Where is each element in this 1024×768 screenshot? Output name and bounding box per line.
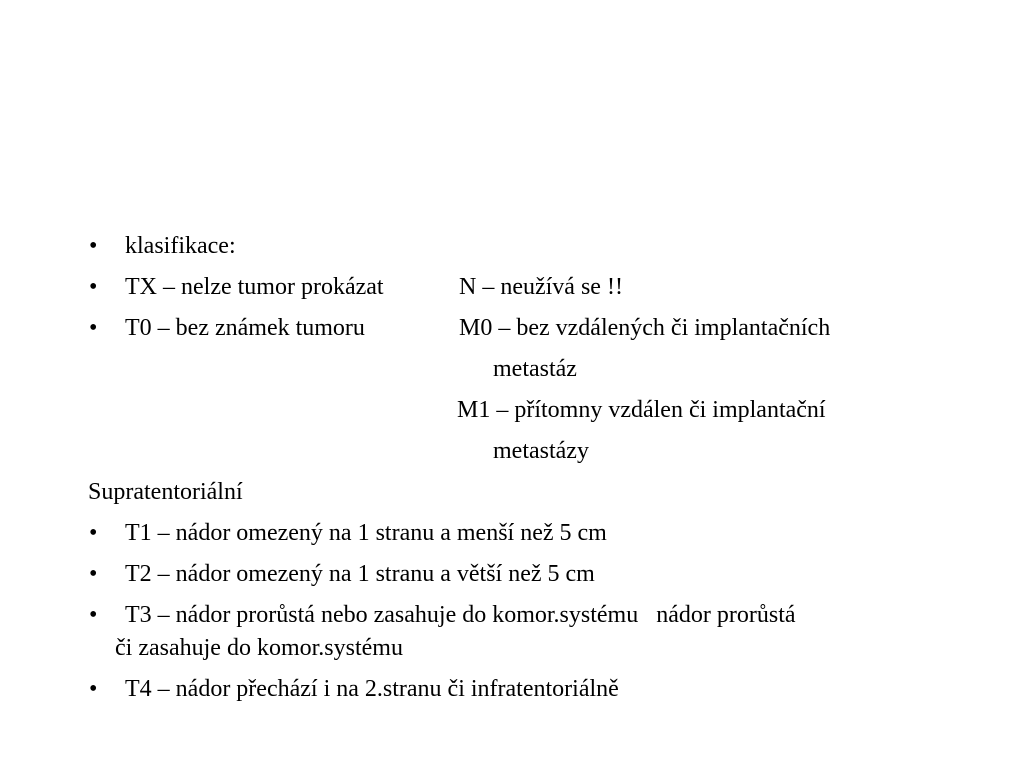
bullet-icon: • [89, 233, 98, 259]
item-text-right: N – neužívá se !! [459, 274, 623, 300]
heading-text: Supratentoriální [88, 479, 243, 505]
bullet-icon: • [89, 520, 98, 546]
bullet-icon: • [89, 602, 98, 628]
item-text: TX – nelze tumor prokázat [125, 274, 384, 300]
item-text-right: M1 – přítomny vzdálen či implantační [457, 397, 826, 423]
item-text-right: M0 – bez vzdálených či implantačních [459, 315, 831, 341]
bullet-icon: • [89, 561, 98, 587]
item-text: T0 – bez známek tumoru [125, 315, 365, 341]
item-text: T3 – nádor prorůstá nebo zasahuje do komor.systému nádor prorůstá [125, 602, 796, 628]
item-text: T4 – nádor přechází i na 2.stranu či infratentoriálně [125, 676, 619, 702]
item-text: T2 – nádor omezený na 1 stranu a větší než 5 cm [125, 561, 595, 587]
item-text-right: metastázy [493, 438, 589, 464]
bullet-icon: • [89, 676, 98, 702]
item-text-right: metastáz [493, 356, 577, 382]
bullet-icon: • [89, 315, 98, 341]
item-text: či zasahuje do komor.systému [115, 635, 403, 661]
bullet-icon: • [89, 274, 98, 300]
item-text: T1 – nádor omezený na 1 stranu a menší než 5 cm [125, 520, 607, 546]
item-text: klasifikace: [125, 233, 236, 259]
